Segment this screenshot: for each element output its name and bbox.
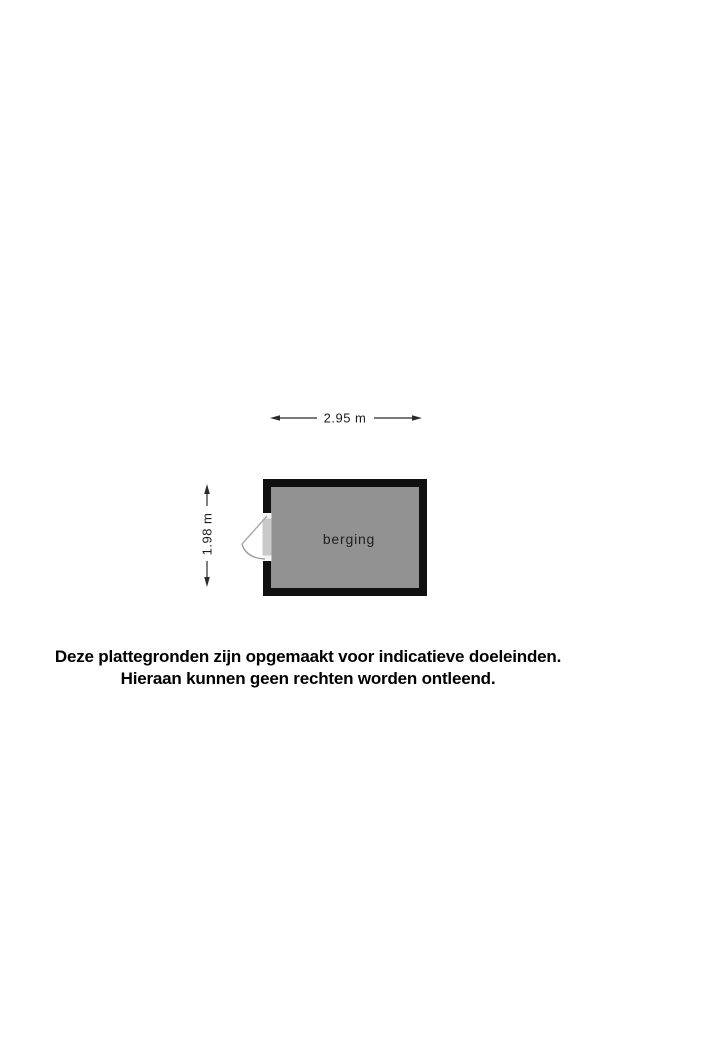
door-opening bbox=[263, 519, 272, 556]
arrow-right-icon bbox=[412, 415, 422, 421]
arrow-down-icon bbox=[204, 577, 210, 587]
floor-plan-drawing bbox=[180, 400, 440, 610]
disclaimer-line-2: Hieraan kunnen geen rechten worden ontleend. bbox=[120, 669, 496, 688]
arrow-up-icon bbox=[204, 484, 210, 494]
disclaimer-line-1: Deze plattegronden zijn opgemaakt voor indicatieve doeleinden. bbox=[54, 647, 562, 666]
height-dimension-label: 1.98 m bbox=[199, 512, 215, 556]
width-dimension-label: 2.95 m bbox=[323, 410, 367, 426]
door-swing-arc bbox=[242, 544, 265, 559]
arrow-left-icon bbox=[270, 415, 280, 421]
room-label: berging bbox=[322, 531, 376, 547]
disclaimer-text bbox=[0, 646, 616, 690]
